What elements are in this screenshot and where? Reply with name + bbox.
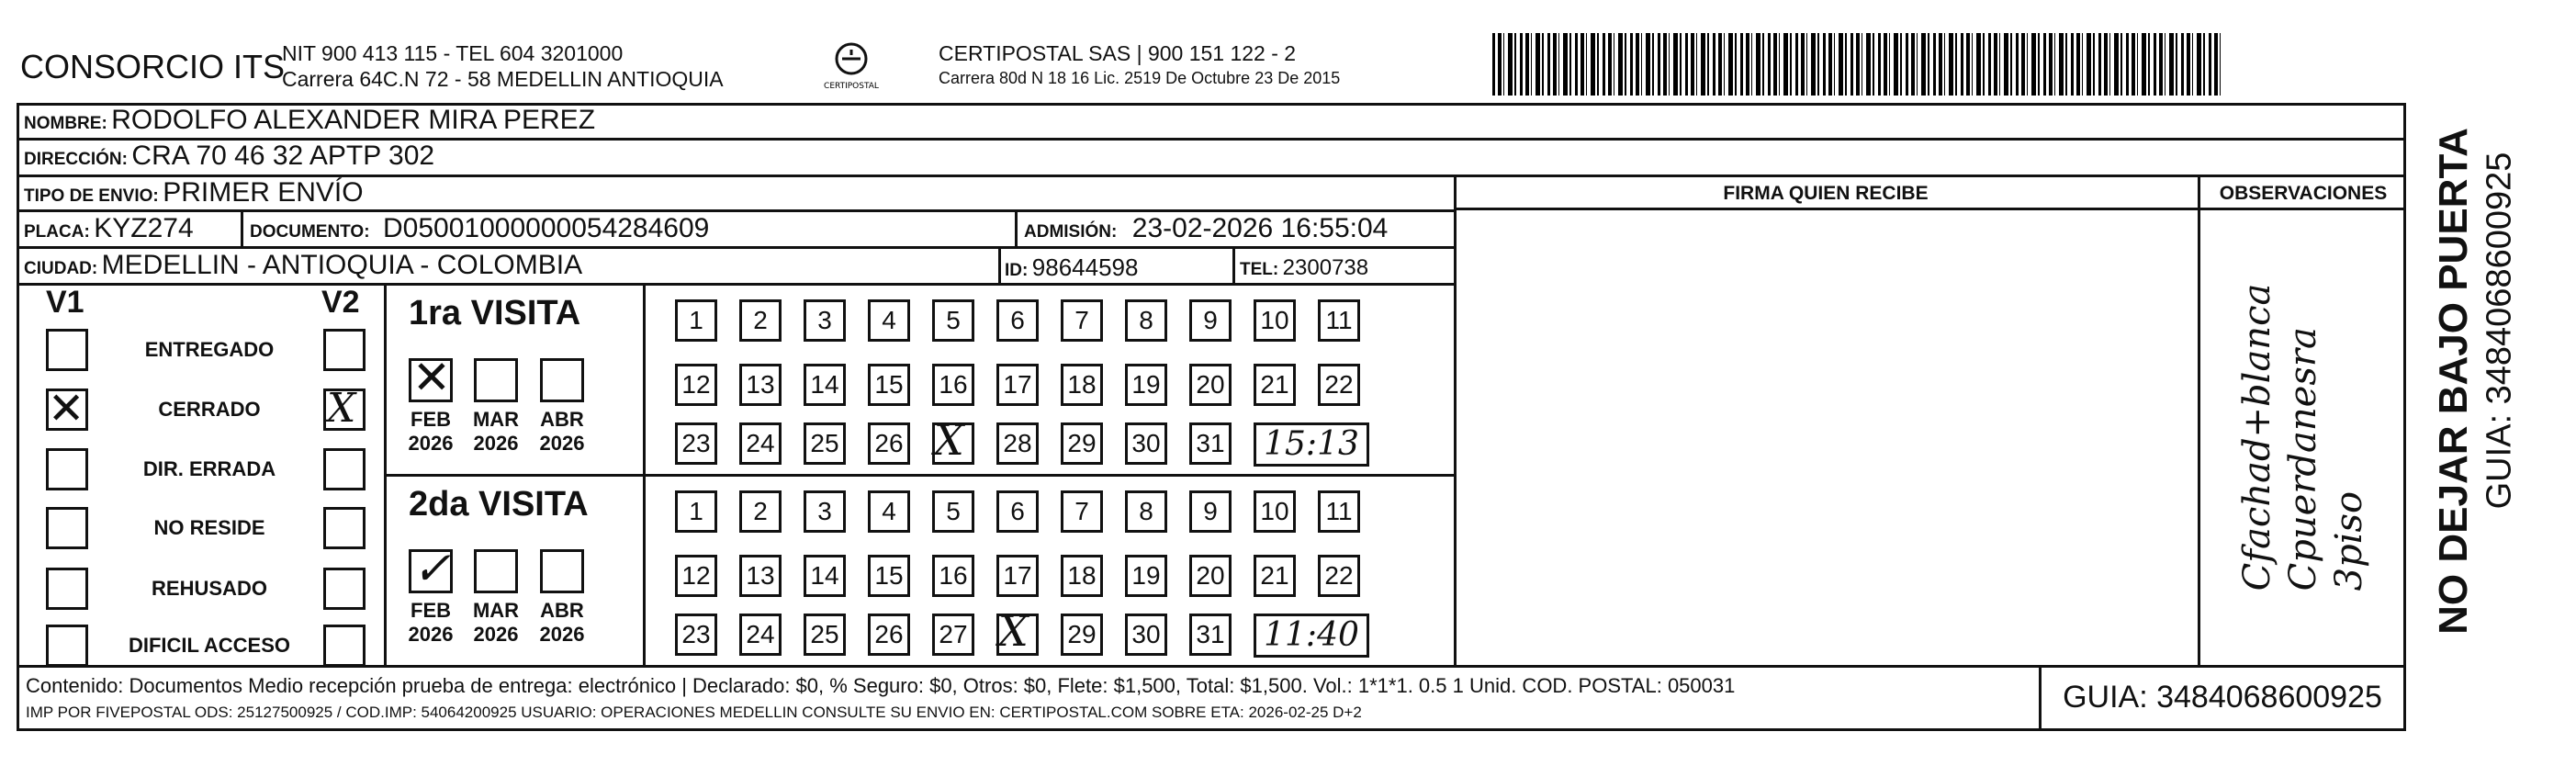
day-box[interactable]: 18: [1061, 364, 1103, 406]
documento-value: D05001000000054284609: [383, 213, 710, 243]
month-label: [401, 599, 460, 647]
day-box[interactable]: 25: [804, 614, 846, 656]
carrier-address: Carrera 80d N 18 16 Lic. 2519 De Octubre 23 De 2015: [939, 69, 1341, 87]
status-option-label: NO RESIDE: [153, 516, 265, 539]
admision-value: 23-02-2026 16:55:04: [1131, 213, 1389, 243]
documento-label: DOCUMENTO:: [250, 222, 370, 242]
logo-text: CERTIPOSTAL: [824, 82, 879, 91]
month-checkbox[interactable]: [540, 358, 584, 402]
v1-checkbox[interactable]: [46, 329, 88, 371]
day-box[interactable]: 1: [675, 490, 717, 533]
placa-label: PLACA:: [24, 222, 90, 242]
month-checkbox[interactable]: [474, 358, 518, 402]
day-box[interactable]: 30: [1125, 614, 1167, 656]
day-box[interactable]: 17: [996, 364, 1039, 406]
observaciones-label: OBSERVACIONES: [2219, 183, 2388, 204]
v2-checkbox[interactable]: [323, 507, 366, 549]
day-box[interactable]: 26: [868, 422, 910, 465]
day-box[interactable]: 15: [868, 555, 910, 597]
day-box[interactable]: 21: [1254, 555, 1296, 597]
placa-value: KYZ274: [94, 213, 194, 243]
day-box[interactable]: 25: [804, 422, 846, 465]
day-box[interactable]: 26: [868, 614, 910, 656]
month-name: ABR: [540, 599, 584, 622]
day-box[interactable]: 1: [675, 299, 717, 342]
v2-check-mark: X: [327, 385, 356, 432]
day-box[interactable]: 6: [996, 490, 1039, 533]
day-box[interactable]: 7: [1061, 299, 1103, 342]
day-box[interactable]: 22: [1318, 555, 1360, 597]
day-box[interactable]: 7: [1061, 490, 1103, 533]
v1-checkbox[interactable]: [46, 388, 88, 431]
month-year: 2026: [539, 432, 585, 455]
day-box[interactable]: 8: [1125, 490, 1167, 533]
day-box[interactable]: 14: [804, 555, 846, 597]
admision-row: [1024, 213, 1388, 244]
v2-checkbox[interactable]: [323, 388, 366, 431]
month-label: [533, 408, 591, 456]
placa-row: [24, 213, 194, 244]
day-box[interactable]: 2: [739, 490, 782, 533]
month-label: [467, 408, 525, 456]
day-box[interactable]: 13: [739, 555, 782, 597]
status-option-label: CERRADO: [158, 398, 261, 421]
month-year: 2026: [408, 623, 454, 646]
v1-checkbox[interactable]: [46, 625, 88, 667]
ciudad-value: MEDELLIN - ANTIOQUIA - COLOMBIA: [101, 250, 583, 280]
direccion-label: DIRECCIÓN:: [24, 150, 128, 169]
v2-checkbox[interactable]: [323, 448, 366, 490]
direccion-value: CRA 70 46 32 APTP 302: [131, 141, 435, 171]
day-box[interactable]: 5: [932, 299, 974, 342]
company-name: CONSORCIO ITS: [20, 48, 286, 85]
day-box[interactable]: 4: [868, 299, 910, 342]
id-value: 98644598: [1031, 253, 1139, 281]
nombre-value: RODOLFO ALEXANDER MIRA PEREZ: [111, 105, 596, 135]
ciudad-label: CIUDAD:: [24, 259, 98, 278]
day-box[interactable]: 24: [739, 614, 782, 656]
day-box[interactable]: 12: [675, 555, 717, 597]
day-box[interactable]: 8: [1125, 299, 1167, 342]
day-check-mark: X: [934, 415, 964, 465]
observaciones-line-2: Cpuerdanesra: [2282, 327, 2324, 591]
v1-checkbox[interactable]: [46, 507, 88, 549]
day-box[interactable]: 31: [1189, 614, 1232, 656]
footer-impresion: IMP POR FIVEPOSTAL ODS: 25127500925 / COD.IMP: 54064200925 USUARIO: OPERACIONES MEDELLIN CONSULTE SU ENVIO EN: CERTIPOSTAL.COM SOBRE ETA: 2026-02-25 D+2: [26, 704, 1362, 721]
day-box[interactable]: 13: [739, 364, 782, 406]
company-nit: NIT 900 413 115 - TEL 604 3201000: [282, 41, 624, 65]
no-dejar-warning: NO DEJAR BAJO PUERTA: [2431, 128, 2476, 635]
v2-checkbox[interactable]: [323, 625, 366, 667]
month-year: 2026: [473, 432, 519, 455]
month-name: MAR: [472, 408, 520, 431]
company-address: Carrera 64C.N 72 - 58 MEDELLIN ANTIOQUIA: [282, 67, 724, 91]
day-box[interactable]: 3: [804, 490, 846, 533]
month-label: [533, 599, 591, 647]
day-box[interactable]: 19: [1125, 555, 1167, 597]
month-year: 2026: [539, 623, 585, 646]
visit-title: 2da VISITA: [409, 485, 589, 524]
day-box[interactable]: 3: [804, 299, 846, 342]
v1-checkbox[interactable]: [46, 568, 88, 610]
observaciones-line-1: Cfachad+blanca: [2236, 283, 2278, 591]
v2-checkbox[interactable]: [323, 329, 366, 371]
day-box[interactable]: 5: [932, 490, 974, 533]
certipostal-logo: [816, 40, 887, 92]
tipo-row: [24, 177, 364, 208]
month-checkbox[interactable]: [540, 549, 584, 593]
footer-guia: GUIA: 3484068600925: [2063, 680, 2382, 715]
visit-title: 1ra VISITA: [409, 294, 581, 332]
day-box[interactable]: 14: [804, 364, 846, 406]
day-box[interactable]: 9: [1189, 299, 1232, 342]
month-check-mark: ✓: [412, 542, 451, 595]
day-box[interactable]: 12: [675, 364, 717, 406]
month-checkbox[interactable]: [474, 549, 518, 593]
day-box[interactable]: 9: [1189, 490, 1232, 533]
id-label: ID:: [1005, 261, 1029, 280]
status-option-label: DIFICIL ACCESO: [128, 634, 290, 657]
month-checkbox[interactable]: [409, 549, 453, 593]
status-option-label: DIR. ERRADA: [142, 457, 276, 480]
month-name: ABR: [540, 408, 584, 431]
day-box[interactable]: 11: [1318, 299, 1360, 342]
visit-time-box[interactable]: 11:40: [1254, 614, 1369, 658]
month-label: [467, 599, 525, 647]
observaciones-area[interactable]: [2200, 210, 2406, 664]
month-checkbox[interactable]: [409, 358, 453, 402]
month-name: FEB: [411, 408, 451, 431]
day-box[interactable]: 10: [1254, 490, 1296, 533]
tel-label: TEL:: [1240, 260, 1279, 279]
day-box[interactable]: 20: [1189, 364, 1232, 406]
month-check-mark: ✕: [412, 351, 451, 404]
v1-checkbox[interactable]: [46, 448, 88, 490]
day-box[interactable]: 29: [1061, 422, 1103, 465]
side-guia: GUIA: 3484068600925: [2480, 152, 2519, 510]
tel-row: [1240, 255, 1368, 281]
day-box[interactable]: [932, 422, 974, 465]
v2-checkbox[interactable]: [323, 568, 366, 610]
month-name: FEB: [411, 599, 451, 622]
nombre-label: NOMBRE:: [24, 114, 107, 133]
day-box[interactable]: 11: [1318, 490, 1360, 533]
day-box[interactable]: 30: [1125, 422, 1167, 465]
ciudad-row: [24, 250, 582, 281]
tipo-value: PRIMER ENVÍO: [163, 177, 364, 208]
day-box[interactable]: 17: [996, 555, 1039, 597]
day-box[interactable]: 23: [675, 422, 717, 465]
day-box[interactable]: 20: [1189, 555, 1232, 597]
day-box[interactable]: 24: [739, 422, 782, 465]
id-row: [1005, 253, 1138, 282]
month-year: 2026: [408, 432, 454, 455]
day-box[interactable]: 6: [996, 299, 1039, 342]
carrier-line: CERTIPOSTAL SAS | 900 151 122 - 2: [939, 41, 1297, 65]
day-box[interactable]: 4: [868, 490, 910, 533]
day-box[interactable]: [996, 614, 1039, 656]
barcode: [1492, 33, 2222, 96]
status-option-label: ENTREGADO: [144, 338, 275, 361]
day-box[interactable]: 21: [1254, 364, 1296, 406]
day-box[interactable]: 23: [675, 614, 717, 656]
day-box[interactable]: 19: [1125, 364, 1167, 406]
day-box[interactable]: 22: [1318, 364, 1360, 406]
day-box[interactable]: 27: [932, 614, 974, 656]
signature-area[interactable]: [1457, 210, 2197, 664]
month-label: [401, 408, 460, 456]
observaciones-line-3: 3piso: [2328, 490, 2370, 591]
v1-label: V1: [46, 285, 84, 320]
day-check-mark: X: [998, 606, 1029, 656]
footer-contenido: Contenido: Documentos Medio recepción prueba de entrega: electrónico | Declarado: $0, % Seguro: $0, Otros: $0, Flete: $1,500, Total: $1,500. Vol.: 1*1*1. 0.5 1 Unid. COD. POSTAL: 050031: [26, 674, 1736, 697]
day-box[interactable]: 2: [739, 299, 782, 342]
day-box[interactable]: 16: [932, 555, 974, 597]
tel-value: 2300738: [1282, 255, 1369, 280]
v1-check-mark: ✕: [48, 383, 85, 434]
day-box[interactable]: 16: [932, 364, 974, 406]
tipo-label: TIPO DE ENVIO:: [24, 186, 159, 206]
month-year: 2026: [473, 623, 519, 646]
status-option-label: REHUSADO: [152, 577, 267, 600]
firma-label: FIRMA QUIEN RECIBE: [1723, 183, 1929, 204]
day-box[interactable]: 18: [1061, 555, 1103, 597]
documento-row: [250, 213, 709, 244]
v2-label: V2: [321, 285, 360, 320]
day-box[interactable]: 10: [1254, 299, 1296, 342]
admision-label: ADMISIÓN:: [1024, 222, 1118, 242]
day-box[interactable]: 15: [868, 364, 910, 406]
direccion-row: [24, 141, 434, 172]
day-box[interactable]: 31: [1189, 422, 1232, 465]
day-box[interactable]: 29: [1061, 614, 1103, 656]
month-name: MAR: [472, 599, 520, 622]
day-box[interactable]: 28: [996, 422, 1039, 465]
visit-time-box[interactable]: 15:13: [1254, 422, 1369, 467]
nombre-row: [24, 105, 595, 136]
